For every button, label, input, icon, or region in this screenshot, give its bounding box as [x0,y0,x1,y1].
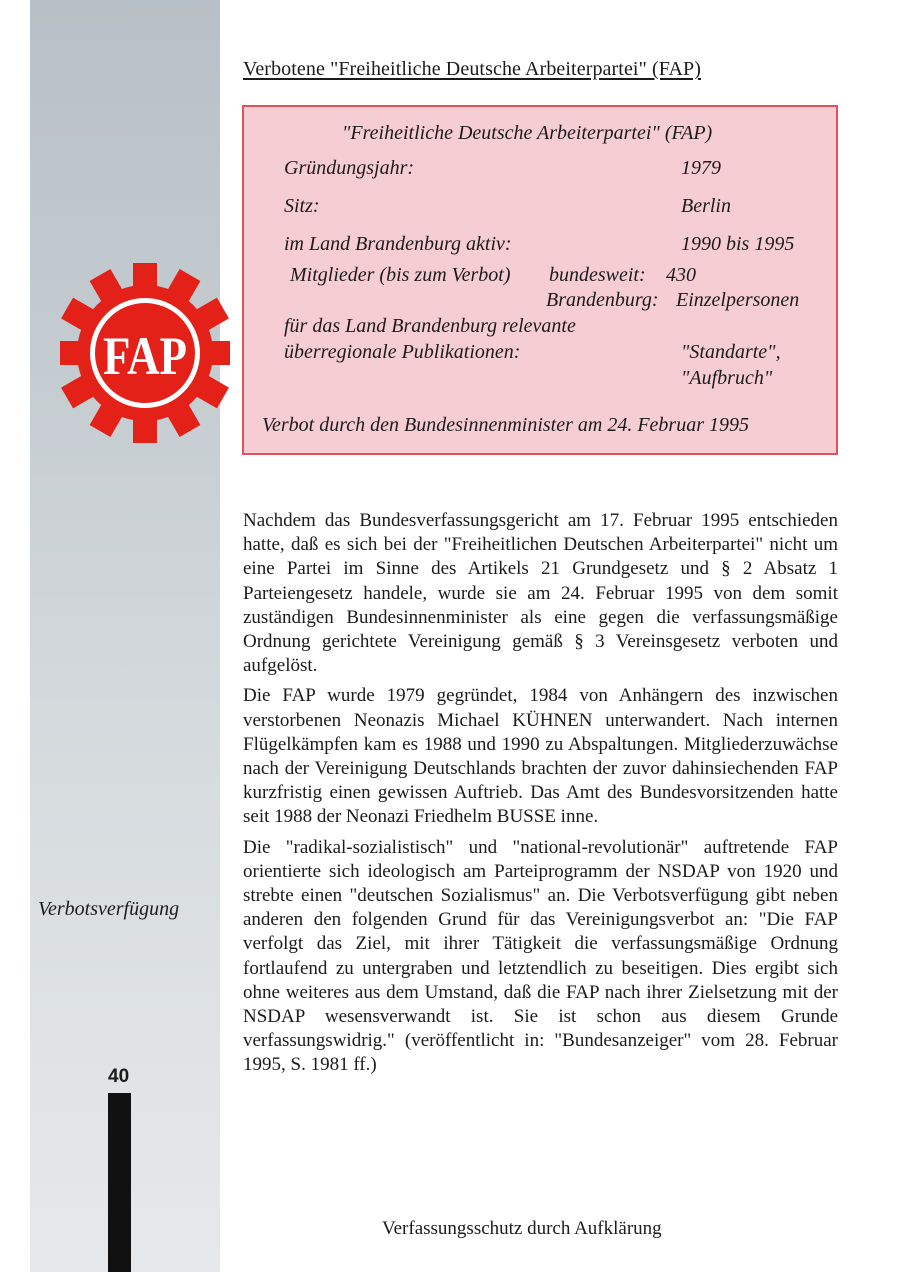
members-brandenburg-value: Einzelpersonen [676,289,800,311]
ban-note: Verbot durch den Bundesinnenminister am 24. Februar 1995 [262,414,749,436]
fap-gear-logo [60,263,230,445]
members-federal-label: bundesweit: [549,264,646,286]
members-label: Mitglieder (bis zum Verbot) [290,264,511,286]
active-value: 1990 bis 1995 [681,233,795,255]
publication-aufbruch: "Aufbruch" [681,367,773,389]
body-text [243,509,838,1084]
page-number: 40 [108,1066,130,1087]
members-brandenburg-label: Brandenburg: [546,289,659,311]
seat-label: Sitz: [284,195,320,217]
seat-value: Berlin [681,195,731,217]
paragraph-history: Die FAP wurde 1979 gegründet, 1984 von Anhängern des inzwischen verstorbenen Neonazis Michael KÜHNEN unterwandert. Nach internen Flügelkämpfen kam es 1988 und 1990 zu Abspaltungen. Mitgliederzuwächse nach der Vereinigung Deutschlands brachten der zuvor dahinsiechenden FAP kurzfristig einen gewissen Auftrieb. Das Amt des Bundesvorsitzenden hatte seit 1988 der Neonazi Friedhelm BUSSE inne. [243,685,838,828]
paragraph-ideology: Die "radikal-sozialistisch" und "national-revolutionär" auftretende FAP orientierte sich ideologisch am Parteiprogramm der NSDAP von 1920 und strebte einen "deutschen Sozialismus" an. Die Verbotsverfügung gibt neben anderen den folgenden Grund für das Vereinigungsverbot an: "Die FAP verfolgt das Ziel, mit ihrer Tätigkeit die verfassungsmäßige Ordnung fortlaufend zu untergraben und letztendlich zu beseitigen. Dies ergibt sich ohne weiteres aus dem Umstand, daß die FAP nach ihrer Zielsetzung mit der NSDAP wesensverwandt ist. Sie ist schon aus diesem Grunde verfassungswidrig." (veröffentlicht in: "Bundesanzeiger" vom 28. Februar 1995, S. 1981 ff.) [243,836,838,1076]
publication-standarte: "Standarte", [681,341,781,363]
publications-label-line2: überregionale Publikationen: [284,341,521,363]
paragraph-verdict: Nachdem das Bundesverfassungsgericht am 17. Februar 1995 entschieden hatte, daß es sich bei der "Freiheitlichen Deutschen Arbeiterpartei" nicht um eine Partei im Sinne des Artikels 21 Grundgesetz und § 2 Absatz 1 Parteiengesetz handele, wurde sie am 24. Februar 1995 von dem somit zuständigen Bundesinnenminister als eine gegen die verfassungsmäßige Ordnung gerichtete Vereinigung gemäß § 3 Vereinsgesetz verboten und aufgelöst. [243,510,838,677]
page-footer: Verfassungsschutz durch Aufklärung [382,1218,662,1239]
logo-text: FAP [103,326,187,386]
founding-year-label: Gründungsjahr: [284,157,415,179]
page-number-bar [108,1093,131,1272]
publications-label-line1: für das Land Brandenburg relevante [284,315,576,337]
founding-year-value: 1979 [681,157,721,179]
active-label: im Land Brandenburg aktiv: [284,233,512,255]
margin-note: Verbotsverfügung [38,898,180,920]
members-federal-value: 430 [666,264,696,286]
fact-box [242,105,838,455]
page-title: Verbotene "Freiheitliche Deutsche Arbeiterpartei" (FAP) [243,58,701,80]
fact-box-heading: "Freiheitliche Deutsche Arbeiterpartei" (FAP) [342,122,713,144]
